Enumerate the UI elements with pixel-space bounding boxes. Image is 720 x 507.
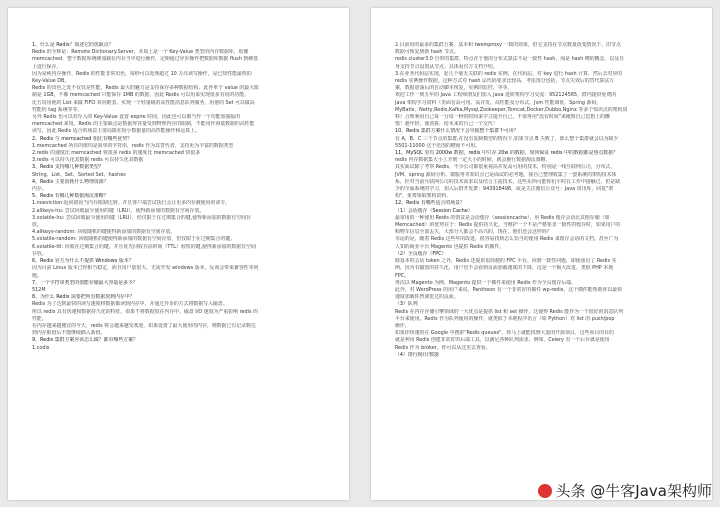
left-text-line: 5、Redis 有哪几种数据淘汰策略？ bbox=[32, 193, 109, 200]
left-text-line: 1.codis bbox=[32, 344, 50, 351]
left-text-line: 1、什么是 Redis？简述它的优缺点？ bbox=[32, 42, 114, 48]
left-text-line: 1.memcached 所有的值均是简单的字符串，redis 作为其替代者，支持更为丰富的数据类型 bbox=[32, 142, 234, 149]
left-text-line: Redis 的全称是：Remote Dictionary.Server，本质上是一个 Key-Value 类型的内存数据库，很像 bbox=[32, 49, 249, 56]
right-text-line: 最常用的一种使用 Redis 的情景是会话缓存（sessioncache），用 Redis 缓存会话比其他存储（如 bbox=[395, 214, 610, 221]
right-text-line: （3）队列 bbox=[395, 301, 418, 308]
left-text-line: 题。 bbox=[32, 272, 42, 279]
right-text-line: 欢迎工作一到五年的 Java 工程师朋友们加入 Java 进阶架构学习交流：952124565，群内提供免费的 bbox=[395, 92, 617, 99]
document-page-left bbox=[8, 8, 349, 500]
watermark-text: 头条 @牛客Java架构师 bbox=[555, 482, 712, 500]
right-text-line: 操作。 bbox=[395, 322, 410, 329]
left-text-line: 制是 1GB，不像 memcached 只能保存 1MB 的数据，因此 Redis 可以用来实现很多有用的功能。 bbox=[32, 92, 249, 99]
left-text-line: 1.noeviction:返回错误当内存限制达到，并且客户端尝试执行会让更多内存被使用的命令。 bbox=[32, 200, 231, 207]
right-text-line: FPC。 bbox=[395, 272, 410, 279]
left-text-line: 2、Redis 与 memcached 相比有哪些优势？ bbox=[32, 135, 133, 142]
left-text-line: 2.allkeys-lru: 尝试回收最少使用的键（LRU），使得新添加的数据有空间存放。 bbox=[32, 207, 205, 214]
right-text-line: 案，数据震荡后的自动脚本恢复，实例的监控，等等。 bbox=[395, 85, 513, 92]
right-text-line: 10、Redis 集群方案什么情况下会导致整个集群不可用？ bbox=[395, 128, 519, 135]
document-page-right bbox=[371, 8, 712, 500]
left-text-line: 存放。 bbox=[32, 250, 47, 257]
left-text-line: memcached 来用。Redis 的主要缺点是数据库容量受到物理内存的限制，不能用作海量数据的高性能 bbox=[32, 121, 255, 128]
left-text-line: 另外 Redis 也可以对存入的 Key-Value 设置 expire 时间，因此也可以被当作一个功能加强版的 bbox=[32, 114, 241, 121]
right-text-line: 平台来使用。Redis 作为队列使用的操作，就类似于本地程序语言（如 Python）对 list 的 push/pop bbox=[395, 315, 615, 322]
left-text-line: 因为目前 Linux 版本已经相当稳定，而且用户量很大，无需开发 windows 版本，反而会带来兼容性等问 bbox=[32, 265, 259, 272]
right-text-line: Redis 在内存存储引擎领域的一大优点是提供 list 和 set 操作，这使得 Redis 能作为一个很好的消息队列 bbox=[395, 308, 624, 315]
right-text-line: MyBatis，Netty,Redis,Kafka,Mysql,Zookeeper,Tomcat,Docker,Dubbo,Nginx 等多个知识点的架构资 bbox=[395, 106, 628, 113]
right-text-line: 再次以 Magento 为例，Magento 提供一个插件来使用 Redis 作为全页缓存后端。 bbox=[395, 279, 577, 286]
right-text-line: Java 架构学习资料（里面有高可用、高并发、高性能及分布式、Jvm 性能调优、Spring 源码， bbox=[395, 99, 602, 106]
left-text-line: 3、Redis 支持哪几种数据类型？ bbox=[32, 164, 104, 171]
right-text-line: 就是利用 Redis 创建非常好的后端工具，以满足各种队列需求。例如，Celery 有一个后台就是使用 bbox=[395, 337, 610, 344]
right-page-text bbox=[395, 42, 690, 359]
right-text-line: redis cluster3.0 自带的集群，特点在于他的分布式算法不是一致性 hash，而是 hash 槽的概念，以及自 bbox=[395, 56, 624, 63]
left-text-line: 3.redis 可以持久化其数据 redis 可以持久化其数据 bbox=[32, 157, 144, 164]
right-text-line: 5501-11000 这个范围的槽而不可用。 bbox=[395, 142, 481, 149]
left-page-text bbox=[32, 42, 327, 352]
toutiao-logo-icon bbox=[538, 484, 552, 498]
left-text-line: Redis 为了达到最快的读写速度将数据都读到内存中，并通过异步的方式将数据写入磁盘。 bbox=[32, 301, 228, 308]
right-text-line: redis 内存数据集大小上升到一定大小的时候，就会施行数据淘汰策略。 bbox=[395, 157, 551, 164]
left-text-line: String、List、Set、Sorted Set、hashes bbox=[32, 171, 126, 178]
left-text-line: 因为是纯内存操作，Redis 的性能非常出色，每秒可以处理超过 10 万次读写操作，是已知性能最快的 bbox=[32, 70, 252, 77]
watermark bbox=[538, 480, 712, 501]
left-text-line: 性能的 tag 系统等等。 bbox=[32, 106, 83, 113]
left-text-line: 7、一个字符串类型的值能存储最大容量是多少？ bbox=[32, 279, 138, 286]
right-text-line: JVM、spring 源码分析、微服务等知识点已是面试的必考题。我自己整理收集了一套系统的架构技术体 bbox=[395, 171, 617, 178]
right-text-line: 例，因为有磁盘的持久化，用户也不会看到页面加载速度的下降，这是一个极大改进，类似 PHP 本地 bbox=[395, 265, 614, 272]
right-text-line: redis 实例操作数据。这种方式对 hash 层代码要求比较高，考虑部分包括，节点失效后的替代算法方 bbox=[395, 78, 615, 85]
right-text-line: 幸运的是，随着 Redis 这些年的改进，很容易找到怎么恰当的使用 Redis 来缓存会话的文档。甚至广为 bbox=[395, 236, 619, 243]
right-text-line: 12、Redis 有哪些适合的场景？ bbox=[395, 200, 465, 207]
right-text-line: 惰！趁年轻，使劲拼，给未来的自己一个交代！ bbox=[395, 121, 498, 128]
right-text-line: 3.在业务代码层实现，起几个毫无关联的 redis 实例，在代码层，对 key 进行 hash 计算，然后去对应的 bbox=[395, 70, 623, 77]
right-text-line: （4）排行榜/计数器 bbox=[395, 351, 439, 358]
right-text-line: 有 A，B，C 三个节点的集群,在没有复制模型的情况下,如果节点 B 失败了，那么整个集群就会以为缺少 bbox=[395, 135, 619, 142]
right-text-line: 其实面试除了考察 Redis，不少公司都很重视高并发高可用的技术，特别是一线互联网公司，分布式、 bbox=[395, 164, 616, 171]
right-text-line: 少的全面系统的学习，加入后群开发群：943918498，或是关注微信公众号：Java 资讯库，回复"架 bbox=[395, 186, 614, 193]
right-text-line: Redis 作为 broker，你可以从这里去查看。 bbox=[395, 344, 491, 351]
left-text-line: 3.volatile-lru: 尝试回收最少使用的键（LRU），但仅限于在过期集合的键,使得新添加的数据有空间存 bbox=[32, 214, 251, 221]
right-text-line: 11、MySQL 里有 2000w 数据，redis 中只存 20w 的数据，如何保证 redis 中的数据都是热点数据？ bbox=[395, 150, 618, 157]
left-text-line: 2.redis 的速度比 memcached 快很多 redis 的速度比 memcached 快很多 bbox=[32, 150, 201, 157]
left-text-line: 到内存限值后不能继续插入新值。 bbox=[32, 330, 106, 337]
right-text-line: 构"，免费领取架构资料。 bbox=[395, 193, 452, 200]
left-text-line: 性能。 bbox=[32, 315, 47, 322]
left-text-line: 5.volatile-random: 回收随机的键使得新添加的数据有空间存放，但仅限于在过期集合的键。 bbox=[32, 236, 235, 243]
left-text-line: 内存。 bbox=[32, 186, 47, 193]
left-text-line: 4、Redis 主要消耗什么物理资源？ bbox=[32, 178, 109, 185]
right-text-line: 购物车信息全部丢失，大部分人都会不高兴的，现在，他们还会这样吗？ bbox=[395, 229, 552, 236]
left-text-line: Key-Value DB。 bbox=[32, 78, 70, 85]
right-text-line: 料）合理利用自己每一分每一秒的时间来学习提升自己，不要再用"没有时间"来掩饰自己思想上的懒 bbox=[395, 114, 610, 121]
right-text-line: （1）会话缓存（Session Cache） bbox=[395, 207, 473, 214]
left-text-line: Redis 的出色之处不仅仅是性能，Redis 最大的魅力是支持保存多种数据结构，此外单个 value 的最大限 bbox=[32, 85, 259, 92]
right-text-line: 除基本的会话 token 之外，Redis 还提供很简便的 FPC 平台。回到一致性问题，即使重启了 Redis 实 bbox=[395, 258, 617, 265]
right-text-line: 2.目前用的最多的集群方案，基本和 twemproxy 一致的效果，但它支持在节点数量改变情况下，旧节点 bbox=[395, 42, 621, 48]
left-text-line: 6.volatile-ttl: 回收在过期集合的键，并且优先回收存活时间（TTL）较短的键,使得新添加的数据有空间 bbox=[32, 243, 256, 250]
right-text-line: Memcached）的优势在于：Redis 提供持久化。当维护一个不是严格要求一致性的缓存时，如果用户的 bbox=[395, 222, 621, 229]
left-text-line: memcached，整个数据库统统加载在内存当中进行操作，定期通过异步操作把数据库数据 flush 到硬盘 bbox=[32, 56, 259, 63]
right-text-line: 人知的商业平台 Magento 也提供 Redis 的插件。 bbox=[395, 243, 505, 250]
left-text-line: 9、Redis 集群方案应该怎么做？都有哪些方案？ bbox=[32, 337, 138, 344]
left-text-line: 放。 bbox=[32, 222, 42, 229]
left-text-line: 在内存越来越便宜的今天，redis 将会越来越受欢迎，如果设置了最大使用的内存，则数据已有记录数达 bbox=[32, 322, 256, 329]
left-text-line: 8、为什么 Redis 需要把所有数据放到内存中？ bbox=[32, 294, 135, 301]
right-text-line: 速度加载你曾浏览过的页面。 bbox=[395, 294, 459, 301]
left-text-line: 4.allkeys-random: 回收随机的键使得新添加的数据有空间存放。 bbox=[32, 229, 176, 236]
right-text-line: 系，针对当前互联网公司的技术需求以及结合主流技术，这些东西可能你们平时在工作中接触过，但是缺 bbox=[395, 178, 620, 185]
left-text-line: 读写，因此 Redis 适合的场景主要局限在较小数据量的高性能操作和运算上。 bbox=[32, 128, 200, 135]
right-text-line: 此外，对 WordPress 的用户来说，Pantheon 有一个非常好的插件 wp-redis，这个插件能帮助你以最快 bbox=[395, 286, 623, 293]
right-text-line: 数据可恢复到新 hash 节点。 bbox=[395, 49, 459, 56]
left-text-line: 比方说用他的 List 来做 FIFO 双向链表，实现一个轻量级的高性能消息队列服务，用他的 Set 可以做高 bbox=[32, 99, 255, 106]
left-text-line: 512M bbox=[32, 286, 46, 293]
right-text-line: 如果你快速的在 Google 中搜索"Redis queues"，你马上就能找到大量的开源项目，这些项目的目的 bbox=[395, 330, 614, 337]
left-text-line: 所以 redis 具有快速和数据持久化的特征，如果不将数据放在内存中，磁盘 I/O 速度为严重影响 redis 的 bbox=[32, 308, 258, 315]
right-text-line: 身支持节点设置从节点。具体看官方文档介绍。 bbox=[395, 63, 498, 70]
right-text-line: （2）全页缓存（FPC） bbox=[395, 250, 447, 257]
left-text-line: 6、Redis 官方为什么不提供 Windows 版本？ bbox=[32, 258, 134, 265]
left-text-line: 上进行保存。 bbox=[32, 63, 62, 70]
